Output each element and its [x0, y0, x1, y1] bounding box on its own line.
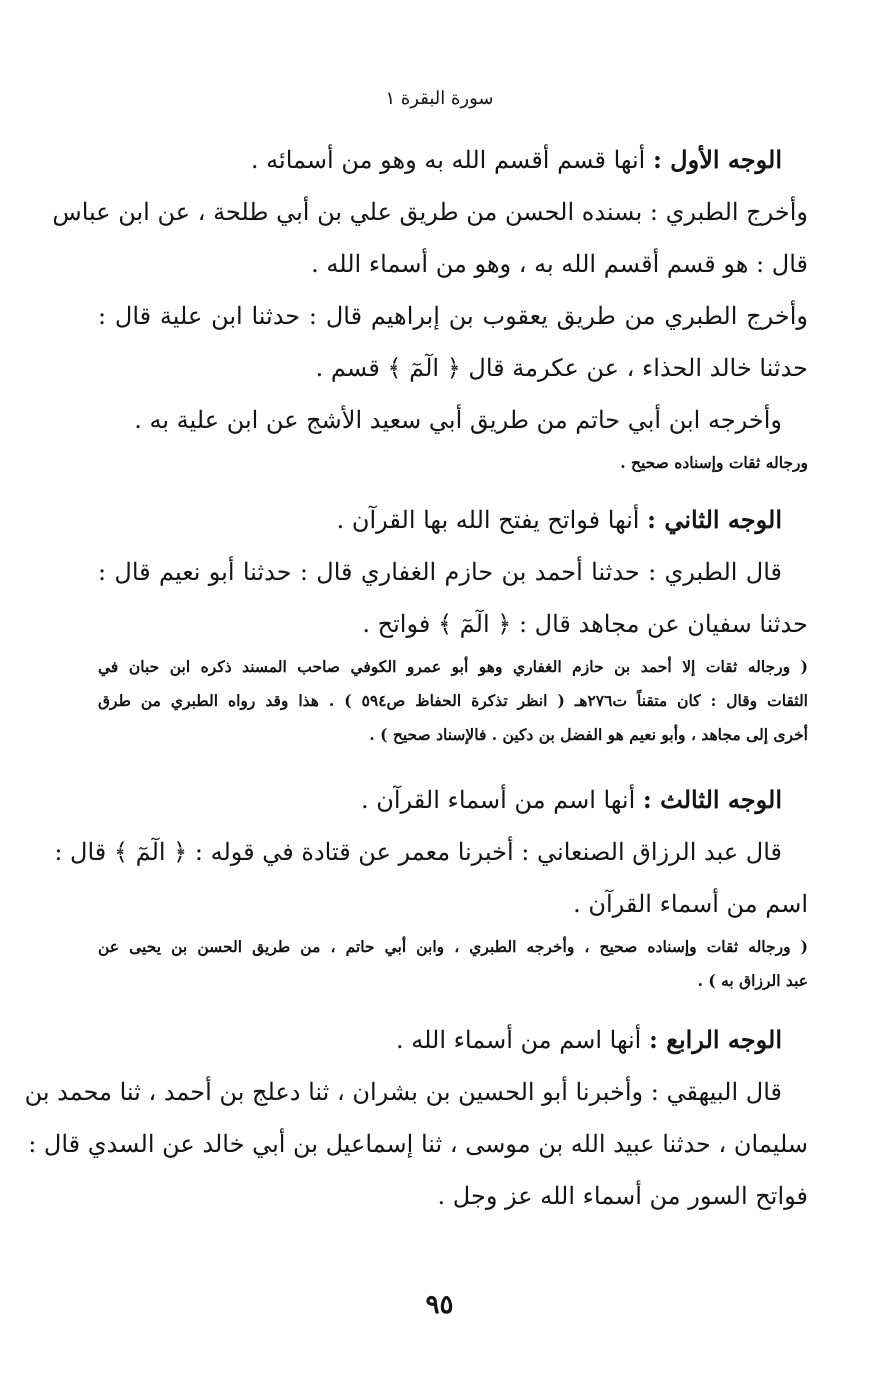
body-line: حدثنا سفيان عن مجاهد قال : ﴿ الٓمٓ ﴾ فواتح .: [362, 610, 808, 638]
section-heading: الوجه الأول :: [652, 145, 782, 174]
section-third-aspect: [54, 774, 808, 998]
section-heading: الوجه الثالث :: [642, 785, 782, 814]
page-number: ٩٥: [425, 1290, 454, 1320]
body-line: قال البيهقي : وأخبرنا أبو الحسين بن بشران ، ثنا دعلج بن أحمد ، ثنا محمد بن: [24, 1078, 782, 1106]
section-heading: الوجه الرابع :: [649, 1025, 782, 1054]
body-line: اسم من أسماء القرآن .: [573, 890, 808, 918]
footnote-line: ( ورجاله ثقات وإسناده صحيح ، وأخرجه الطبري ، وابن أبي حاتم ، من طريق الحسن بن يحيى عن: [98, 937, 808, 956]
body-line: فواتح السور من أسماء الله عز وجل .: [437, 1182, 808, 1210]
section-fourth-aspect: [24, 1014, 808, 1222]
section-heading-line: [98, 494, 808, 546]
body-line: سليمان ، حدثنا عبيد الله بن موسى ، ثنا إسماعيل بن أبي خالد عن السدي قال :: [28, 1130, 808, 1158]
footnote-line: ( ورجاله ثقات إلا أحمد بن حازم الغفاري وهو أبو عمرو الكوفي صاحب المسند ذكره ابن حبان في: [98, 657, 808, 676]
body-line: قال الطبري : حدثنا أحمد بن حازم الغفاري قال : حدثنا أبو نعيم قال :: [98, 558, 782, 586]
heading-text: أنها اسم من أسماء الله .: [395, 1026, 642, 1054]
heading-text: أنها اسم من أسماء القرآن .: [361, 786, 636, 814]
footnote-line: عبد الرزاق به ) .: [697, 971, 808, 990]
body-line: وأخرجه ابن أبي حاتم من طريق أبي سعيد الأشج عن ابن علية به .: [134, 406, 782, 434]
section-second-aspect: [98, 494, 808, 752]
footnote-line: أخرى إلى مجاهد ، وأبو نعيم هو الفضل بن دكين . فالإسناد صحيح ) .: [369, 725, 808, 744]
body-line: قال : هو قسم أقسم الله به ، وهو من أسماء الله .: [311, 250, 808, 278]
section-first-aspect: [52, 134, 808, 480]
section-heading-line: [98, 134, 808, 186]
section-heading-line: [98, 774, 808, 826]
section-heading: الوجه الثاني :: [647, 505, 782, 534]
running-header: سورة البقرة ١: [385, 88, 494, 109]
section-heading-line: [98, 1014, 808, 1066]
footnote-line: الثقات وقال : كان متقناً ت٢٧٦هـ ( انظر تذكرة الحفاظ ص٥٩٤ ) . هذا وقد رواه الطبري من طرق: [98, 691, 808, 710]
body-line: وأخرج الطبري : بسنده الحسن من طريق علي بن أبي طلحة ، عن ابن عباس: [52, 198, 808, 226]
footnote-line: ورجاله ثقات وإسناده صحيح .: [620, 453, 808, 472]
heading-text: أنها قسم أقسم الله به وهو من أسمائه .: [250, 146, 646, 174]
body-line: وأخرج الطبري من طريق يعقوب بن إبراهيم قال : حدثنا ابن علية قال :: [98, 302, 808, 330]
body-line: حدثنا خالد الحذاء ، عن عكرمة قال ﴿ الٓمٓ ﴾ قسم .: [315, 354, 808, 382]
heading-text: أنها فواتح يفتح الله بها القرآن .: [336, 506, 640, 534]
body-line: قال عبد الرزاق الصنعاني : أخبرنا معمر عن قتادة في قوله : ﴿ الٓمٓ ﴾ قال :: [54, 838, 782, 866]
